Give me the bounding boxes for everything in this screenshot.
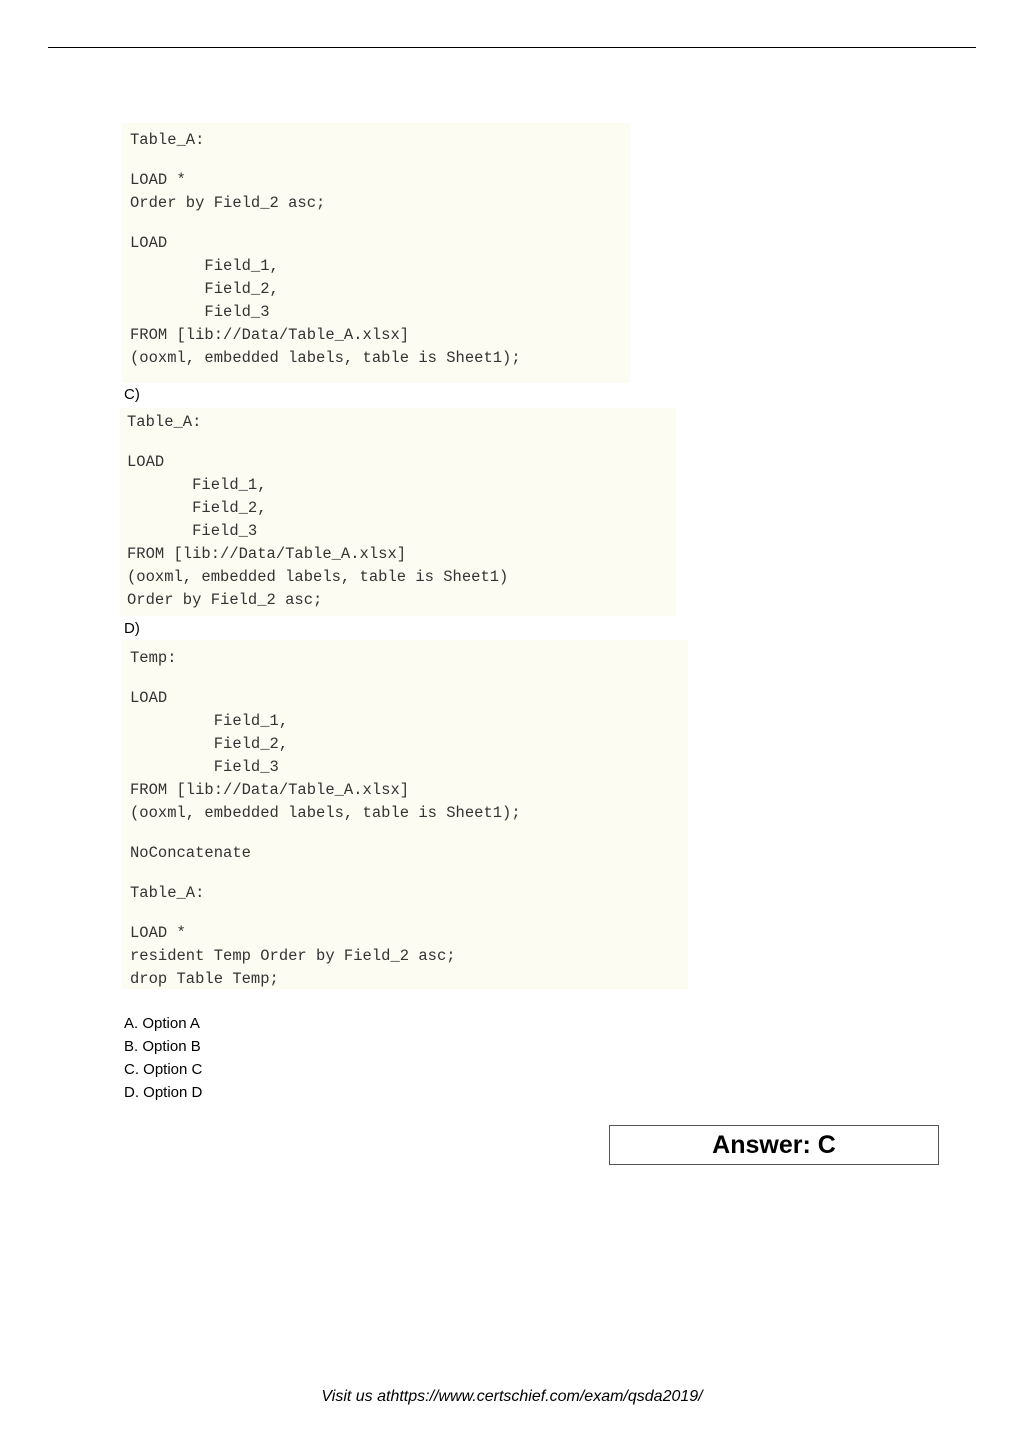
code-block-option-b [122,123,630,383]
code-line: Table_A: [130,131,205,149]
code-line: Field_2, [127,499,267,517]
code-line: (ooxml, embedded labels, table is Sheet1); [130,349,521,367]
option-c-label: C) [124,386,140,403]
code-line: NoConcatenate [130,844,251,862]
choice-b: B. Option B [124,1038,201,1055]
code-line: Field_1, [130,712,289,730]
code-blank-line [130,670,688,687]
code-line: Field_1, [130,257,279,275]
code-line: Field_3 [130,303,270,321]
code-line: LOAD * [130,924,186,942]
option-d-label: D) [124,620,140,637]
code-line: Field_3 [130,758,279,776]
answer-box [609,1125,939,1165]
top-rule [48,47,976,48]
choice-d: D. Option D [124,1084,203,1101]
code-line: Table_A: [130,884,205,902]
code-line: resident Temp Order by Field_2 asc; [130,947,456,965]
code-line: Field_2, [130,280,279,298]
code-blank-line [127,434,676,451]
answer-choices [124,1012,202,1104]
code-line: LOAD [130,234,168,252]
code-block-option-c [120,408,676,616]
code-line: LOAD * [130,171,186,189]
code-blank-line [130,152,630,169]
choice-a: A. Option A [124,1015,200,1032]
answer-text: Answer: C [712,1130,836,1159]
code-line: Field_3 [127,522,258,540]
code-line: Field_2, [130,735,289,753]
code-line: drop Table Temp; [130,970,279,988]
code-blank-line [130,825,688,842]
code-line: LOAD [130,689,168,707]
code-line: Order by Field_2 asc; [130,194,326,212]
choice-c: C. Option C [124,1061,203,1078]
code-line: Field_1, [127,476,267,494]
code-line: FROM [lib://Data/Table_A.xlsx] [130,326,410,344]
code-line: Temp: [130,649,177,667]
code-line: Table_A: [127,413,202,431]
code-blank-line [130,865,688,882]
footer-link[interactable]: Visit us athttps://www.certschief.com/exam/qsda2019/ [321,1388,703,1405]
code-line: (ooxml, embedded labels, table is Sheet1); [130,804,521,822]
code-line: LOAD [127,453,165,471]
code-line: Order by Field_2 asc; [127,591,323,609]
code-line: (ooxml, embedded labels, table is Sheet1) [127,568,509,586]
code-line: FROM [lib://Data/Table_A.xlsx] [130,781,410,799]
code-line: FROM [lib://Data/Table_A.xlsx] [127,545,407,563]
code-blank-line [130,905,688,922]
code-blank-line [130,215,630,232]
code-block-option-d [122,640,688,989]
